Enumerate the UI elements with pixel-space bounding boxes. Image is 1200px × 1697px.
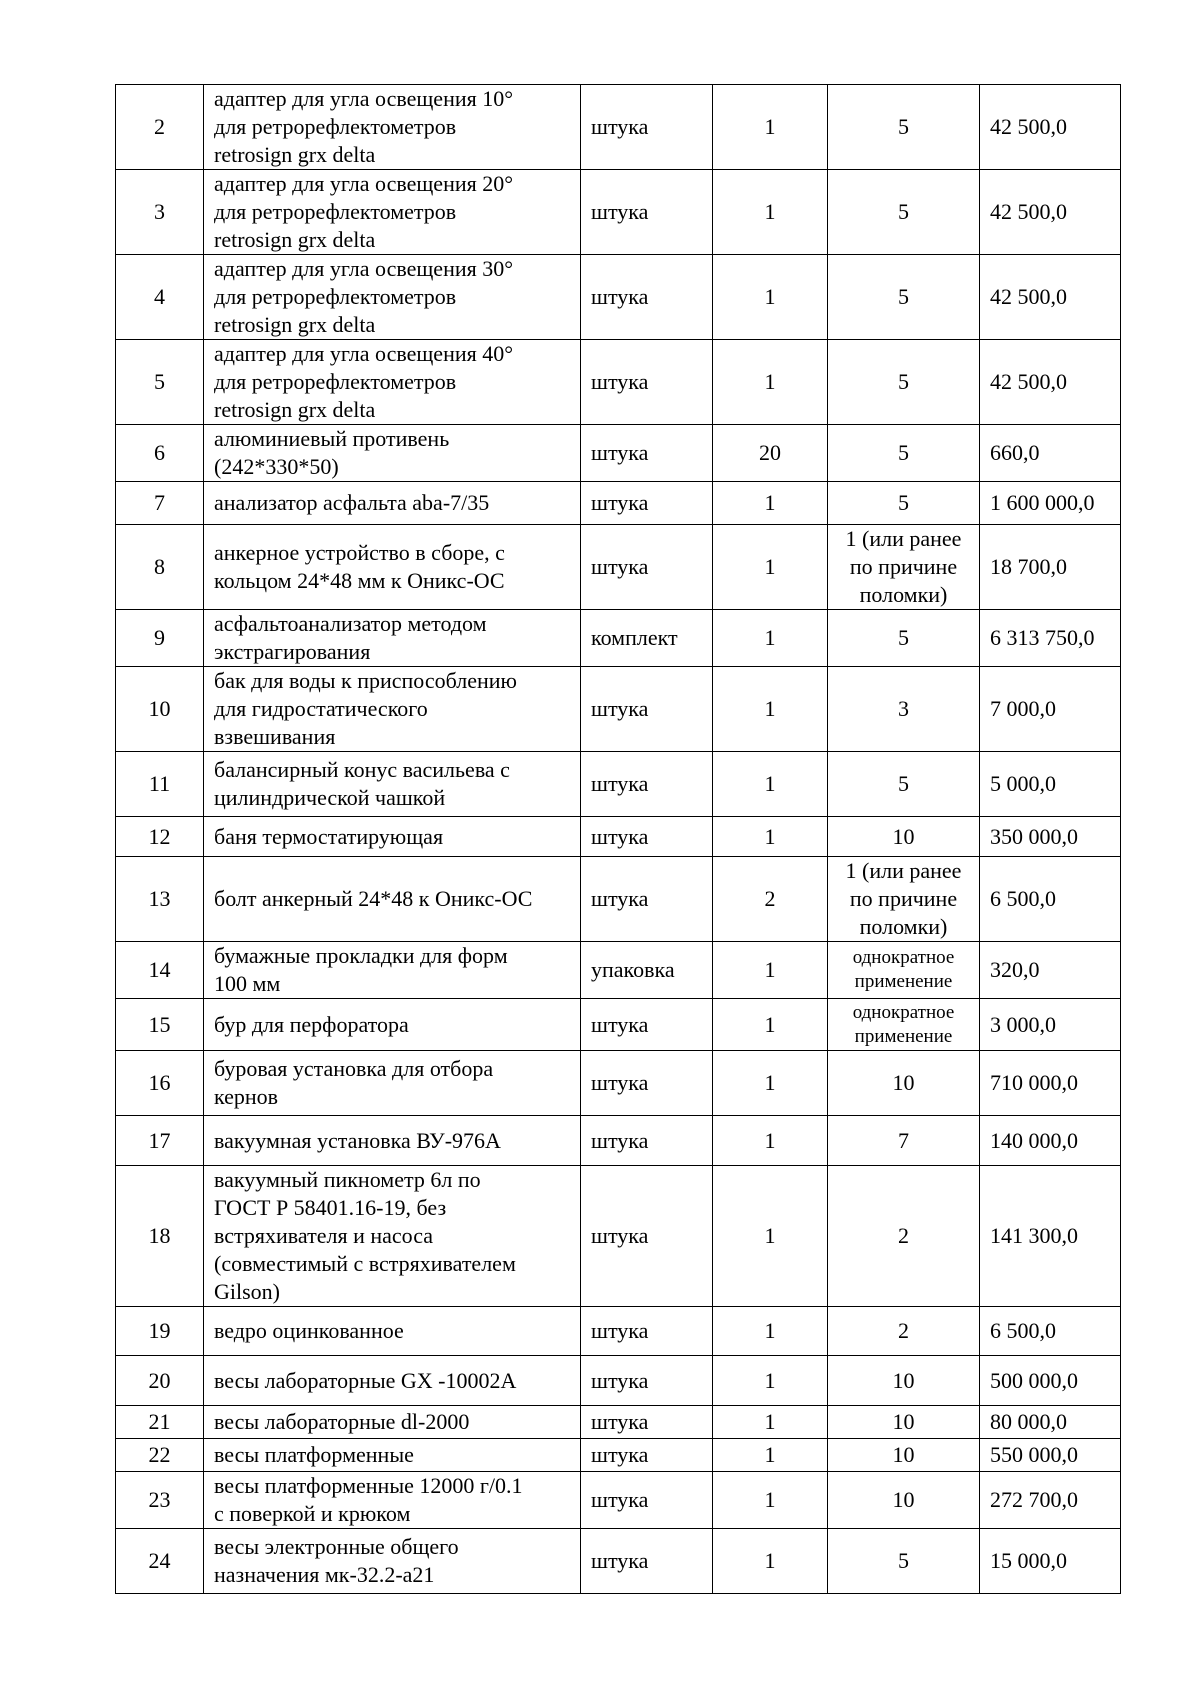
item-price: 6 500,0: [980, 857, 1121, 942]
item-quantity: 1: [713, 1406, 828, 1439]
table-row: [116, 667, 1121, 752]
item-number: 11: [116, 752, 204, 817]
item-service-term: 10: [828, 1439, 980, 1472]
item-price: 710 000,0: [980, 1051, 1121, 1116]
item-number: 23: [116, 1472, 204, 1529]
table-row: [116, 942, 1121, 999]
table-row: [116, 1472, 1121, 1529]
item-number: 4: [116, 255, 204, 340]
table-row: [116, 1439, 1121, 1472]
item-price: 80 000,0: [980, 1406, 1121, 1439]
item-unit: штука: [581, 1529, 713, 1594]
item-unit: штука: [581, 857, 713, 942]
item-quantity: 1: [713, 999, 828, 1051]
item-unit: штука: [581, 85, 713, 170]
item-price: 320,0: [980, 942, 1121, 999]
item-service-term: однократное применение: [828, 999, 980, 1051]
item-price: 15 000,0: [980, 1529, 1121, 1594]
item-number: 10: [116, 667, 204, 752]
item-price: 272 700,0: [980, 1472, 1121, 1529]
item-unit: штука: [581, 752, 713, 817]
item-unit: штука: [581, 1439, 713, 1472]
item-name: вакуумный пикнометр 6л по ГОСТ Р 58401.16-19, без встряхивателя и насоса (совместимый с встряхивателем Gilson): [204, 1166, 581, 1307]
item-service-term: 1 (или ранее по причине поломки): [828, 857, 980, 942]
item-unit: штука: [581, 255, 713, 340]
equipment-table: [115, 84, 1121, 1594]
table-row: [116, 340, 1121, 425]
item-unit: штука: [581, 425, 713, 482]
item-name: весы платформенные: [204, 1439, 581, 1472]
item-service-term: 10: [828, 1356, 980, 1406]
item-number: 24: [116, 1529, 204, 1594]
item-number: 17: [116, 1116, 204, 1166]
item-name: весы платформенные 12000 г/0.1 с поверкой и крюком: [204, 1472, 581, 1529]
item-quantity: 1: [713, 255, 828, 340]
item-unit: упаковка: [581, 942, 713, 999]
equipment-table-body: [116, 85, 1121, 1594]
item-service-term: 5: [828, 752, 980, 817]
item-quantity: 1: [713, 1472, 828, 1529]
item-service-term: 10: [828, 1472, 980, 1529]
item-service-term: 3: [828, 667, 980, 752]
item-number: 2: [116, 85, 204, 170]
table-row: [116, 610, 1121, 667]
item-number: 6: [116, 425, 204, 482]
item-unit: штука: [581, 817, 713, 857]
item-quantity: 1: [713, 1051, 828, 1116]
item-quantity: 1: [713, 1529, 828, 1594]
item-name: весы лабораторные GX -10002A: [204, 1356, 581, 1406]
item-number: 5: [116, 340, 204, 425]
item-quantity: 1: [713, 817, 828, 857]
item-name: весы лабораторные dl-2000: [204, 1406, 581, 1439]
table-row: [116, 482, 1121, 525]
item-unit: штука: [581, 1166, 713, 1307]
item-price: 42 500,0: [980, 340, 1121, 425]
item-quantity: 1: [713, 1307, 828, 1356]
item-price: 140 000,0: [980, 1116, 1121, 1166]
item-price: 5 000,0: [980, 752, 1121, 817]
table-row: [116, 752, 1121, 817]
item-service-term: 5: [828, 170, 980, 255]
item-quantity: 1: [713, 667, 828, 752]
item-unit: штука: [581, 1406, 713, 1439]
item-number: 13: [116, 857, 204, 942]
item-quantity: 20: [713, 425, 828, 482]
item-number: 14: [116, 942, 204, 999]
item-service-term: 10: [828, 1406, 980, 1439]
item-quantity: 1: [713, 942, 828, 999]
item-number: 21: [116, 1406, 204, 1439]
item-price: 550 000,0: [980, 1439, 1121, 1472]
item-price: 7 000,0: [980, 667, 1121, 752]
item-service-term: 5: [828, 482, 980, 525]
item-name: весы электронные общего назначения мк-32.2-а21: [204, 1529, 581, 1594]
table-row: [116, 1356, 1121, 1406]
item-price: 350 000,0: [980, 817, 1121, 857]
item-unit: штука: [581, 340, 713, 425]
item-number: 9: [116, 610, 204, 667]
item-number: 15: [116, 999, 204, 1051]
item-price: 6 500,0: [980, 1307, 1121, 1356]
table-row: [116, 255, 1121, 340]
item-quantity: 2: [713, 857, 828, 942]
item-service-term: 10: [828, 1051, 980, 1116]
item-price: 3 000,0: [980, 999, 1121, 1051]
item-name: анкерное устройство в сборе, с кольцом 24*48 мм к Оникс-ОС: [204, 525, 581, 610]
item-price: 500 000,0: [980, 1356, 1121, 1406]
item-service-term: 5: [828, 255, 980, 340]
item-name: ведро оцинкованное: [204, 1307, 581, 1356]
item-number: 8: [116, 525, 204, 610]
item-number: 20: [116, 1356, 204, 1406]
item-service-term: 1 (или ранее по причине поломки): [828, 525, 980, 610]
item-quantity: 1: [713, 482, 828, 525]
item-number: 22: [116, 1439, 204, 1472]
item-number: 16: [116, 1051, 204, 1116]
item-name: адаптер для угла освещения 10° для ретрорефлектометров retrosign grx delta: [204, 85, 581, 170]
item-name: алюминиевый противень (242*330*50): [204, 425, 581, 482]
item-unit: штука: [581, 1116, 713, 1166]
item-quantity: 1: [713, 525, 828, 610]
table-row: [116, 1307, 1121, 1356]
item-name: вакуумная установка ВУ-976А: [204, 1116, 581, 1166]
item-price: 660,0: [980, 425, 1121, 482]
item-quantity: 1: [713, 1439, 828, 1472]
table-row: [116, 425, 1121, 482]
table-row: [116, 1166, 1121, 1307]
item-unit: штука: [581, 999, 713, 1051]
item-unit: штука: [581, 1051, 713, 1116]
item-service-term: 5: [828, 340, 980, 425]
item-name: анализатор асфальта aba-7/35: [204, 482, 581, 525]
item-unit: штука: [581, 482, 713, 525]
item-name: бак для воды к приспособлению для гидростатического взвешивания: [204, 667, 581, 752]
item-price: 141 300,0: [980, 1166, 1121, 1307]
item-price: 1 600 000,0: [980, 482, 1121, 525]
item-quantity: 1: [713, 1356, 828, 1406]
table-row: [116, 817, 1121, 857]
item-price: 42 500,0: [980, 255, 1121, 340]
item-number: 12: [116, 817, 204, 857]
item-service-term: 2: [828, 1307, 980, 1356]
item-unit: штука: [581, 1356, 713, 1406]
item-name: асфальтоанализатор методом экстрагирования: [204, 610, 581, 667]
item-quantity: 1: [713, 752, 828, 817]
item-service-term: 5: [828, 1529, 980, 1594]
item-unit: штука: [581, 667, 713, 752]
item-service-term: однократное применение: [828, 942, 980, 999]
item-unit: штука: [581, 1472, 713, 1529]
item-name: бур для перфоратора: [204, 999, 581, 1051]
item-name: буровая установка для отбора кернов: [204, 1051, 581, 1116]
item-service-term: 5: [828, 85, 980, 170]
table-row: [116, 1529, 1121, 1594]
item-service-term: 2: [828, 1166, 980, 1307]
table-row: [116, 999, 1121, 1051]
item-quantity: 1: [713, 340, 828, 425]
item-quantity: 1: [713, 85, 828, 170]
item-unit: штука: [581, 1307, 713, 1356]
table-row: [116, 1116, 1121, 1166]
item-name: адаптер для угла освещения 40° для ретрорефлектометров retrosign grx delta: [204, 340, 581, 425]
item-name: болт анкерный 24*48 к Оникс-ОС: [204, 857, 581, 942]
table-row: [116, 85, 1121, 170]
item-number: 18: [116, 1166, 204, 1307]
item-price: 18 700,0: [980, 525, 1121, 610]
item-quantity: 1: [713, 170, 828, 255]
item-name: баня термостатирующая: [204, 817, 581, 857]
item-name: балансирный конус васильева с цилиндрической чашкой: [204, 752, 581, 817]
item-number: 19: [116, 1307, 204, 1356]
item-number: 7: [116, 482, 204, 525]
item-quantity: 1: [713, 610, 828, 667]
item-price: 42 500,0: [980, 85, 1121, 170]
table-row: [116, 1051, 1121, 1116]
table-row: [116, 1406, 1121, 1439]
item-unit: штука: [581, 525, 713, 610]
item-name: бумажные прокладки для форм 100 мм: [204, 942, 581, 999]
item-price: 42 500,0: [980, 170, 1121, 255]
table-row: [116, 525, 1121, 610]
item-name: адаптер для угла освещения 20° для ретрорефлектометров retrosign grx delta: [204, 170, 581, 255]
item-name: адаптер для угла освещения 30° для ретрорефлектометров retrosign grx delta: [204, 255, 581, 340]
item-service-term: 10: [828, 817, 980, 857]
item-service-term: 5: [828, 425, 980, 482]
table-row: [116, 857, 1121, 942]
item-quantity: 1: [713, 1166, 828, 1307]
item-service-term: 7: [828, 1116, 980, 1166]
table-row: [116, 170, 1121, 255]
item-unit: комплект: [581, 610, 713, 667]
item-price: 6 313 750,0: [980, 610, 1121, 667]
item-quantity: 1: [713, 1116, 828, 1166]
item-service-term: 5: [828, 610, 980, 667]
item-number: 3: [116, 170, 204, 255]
item-unit: штука: [581, 170, 713, 255]
